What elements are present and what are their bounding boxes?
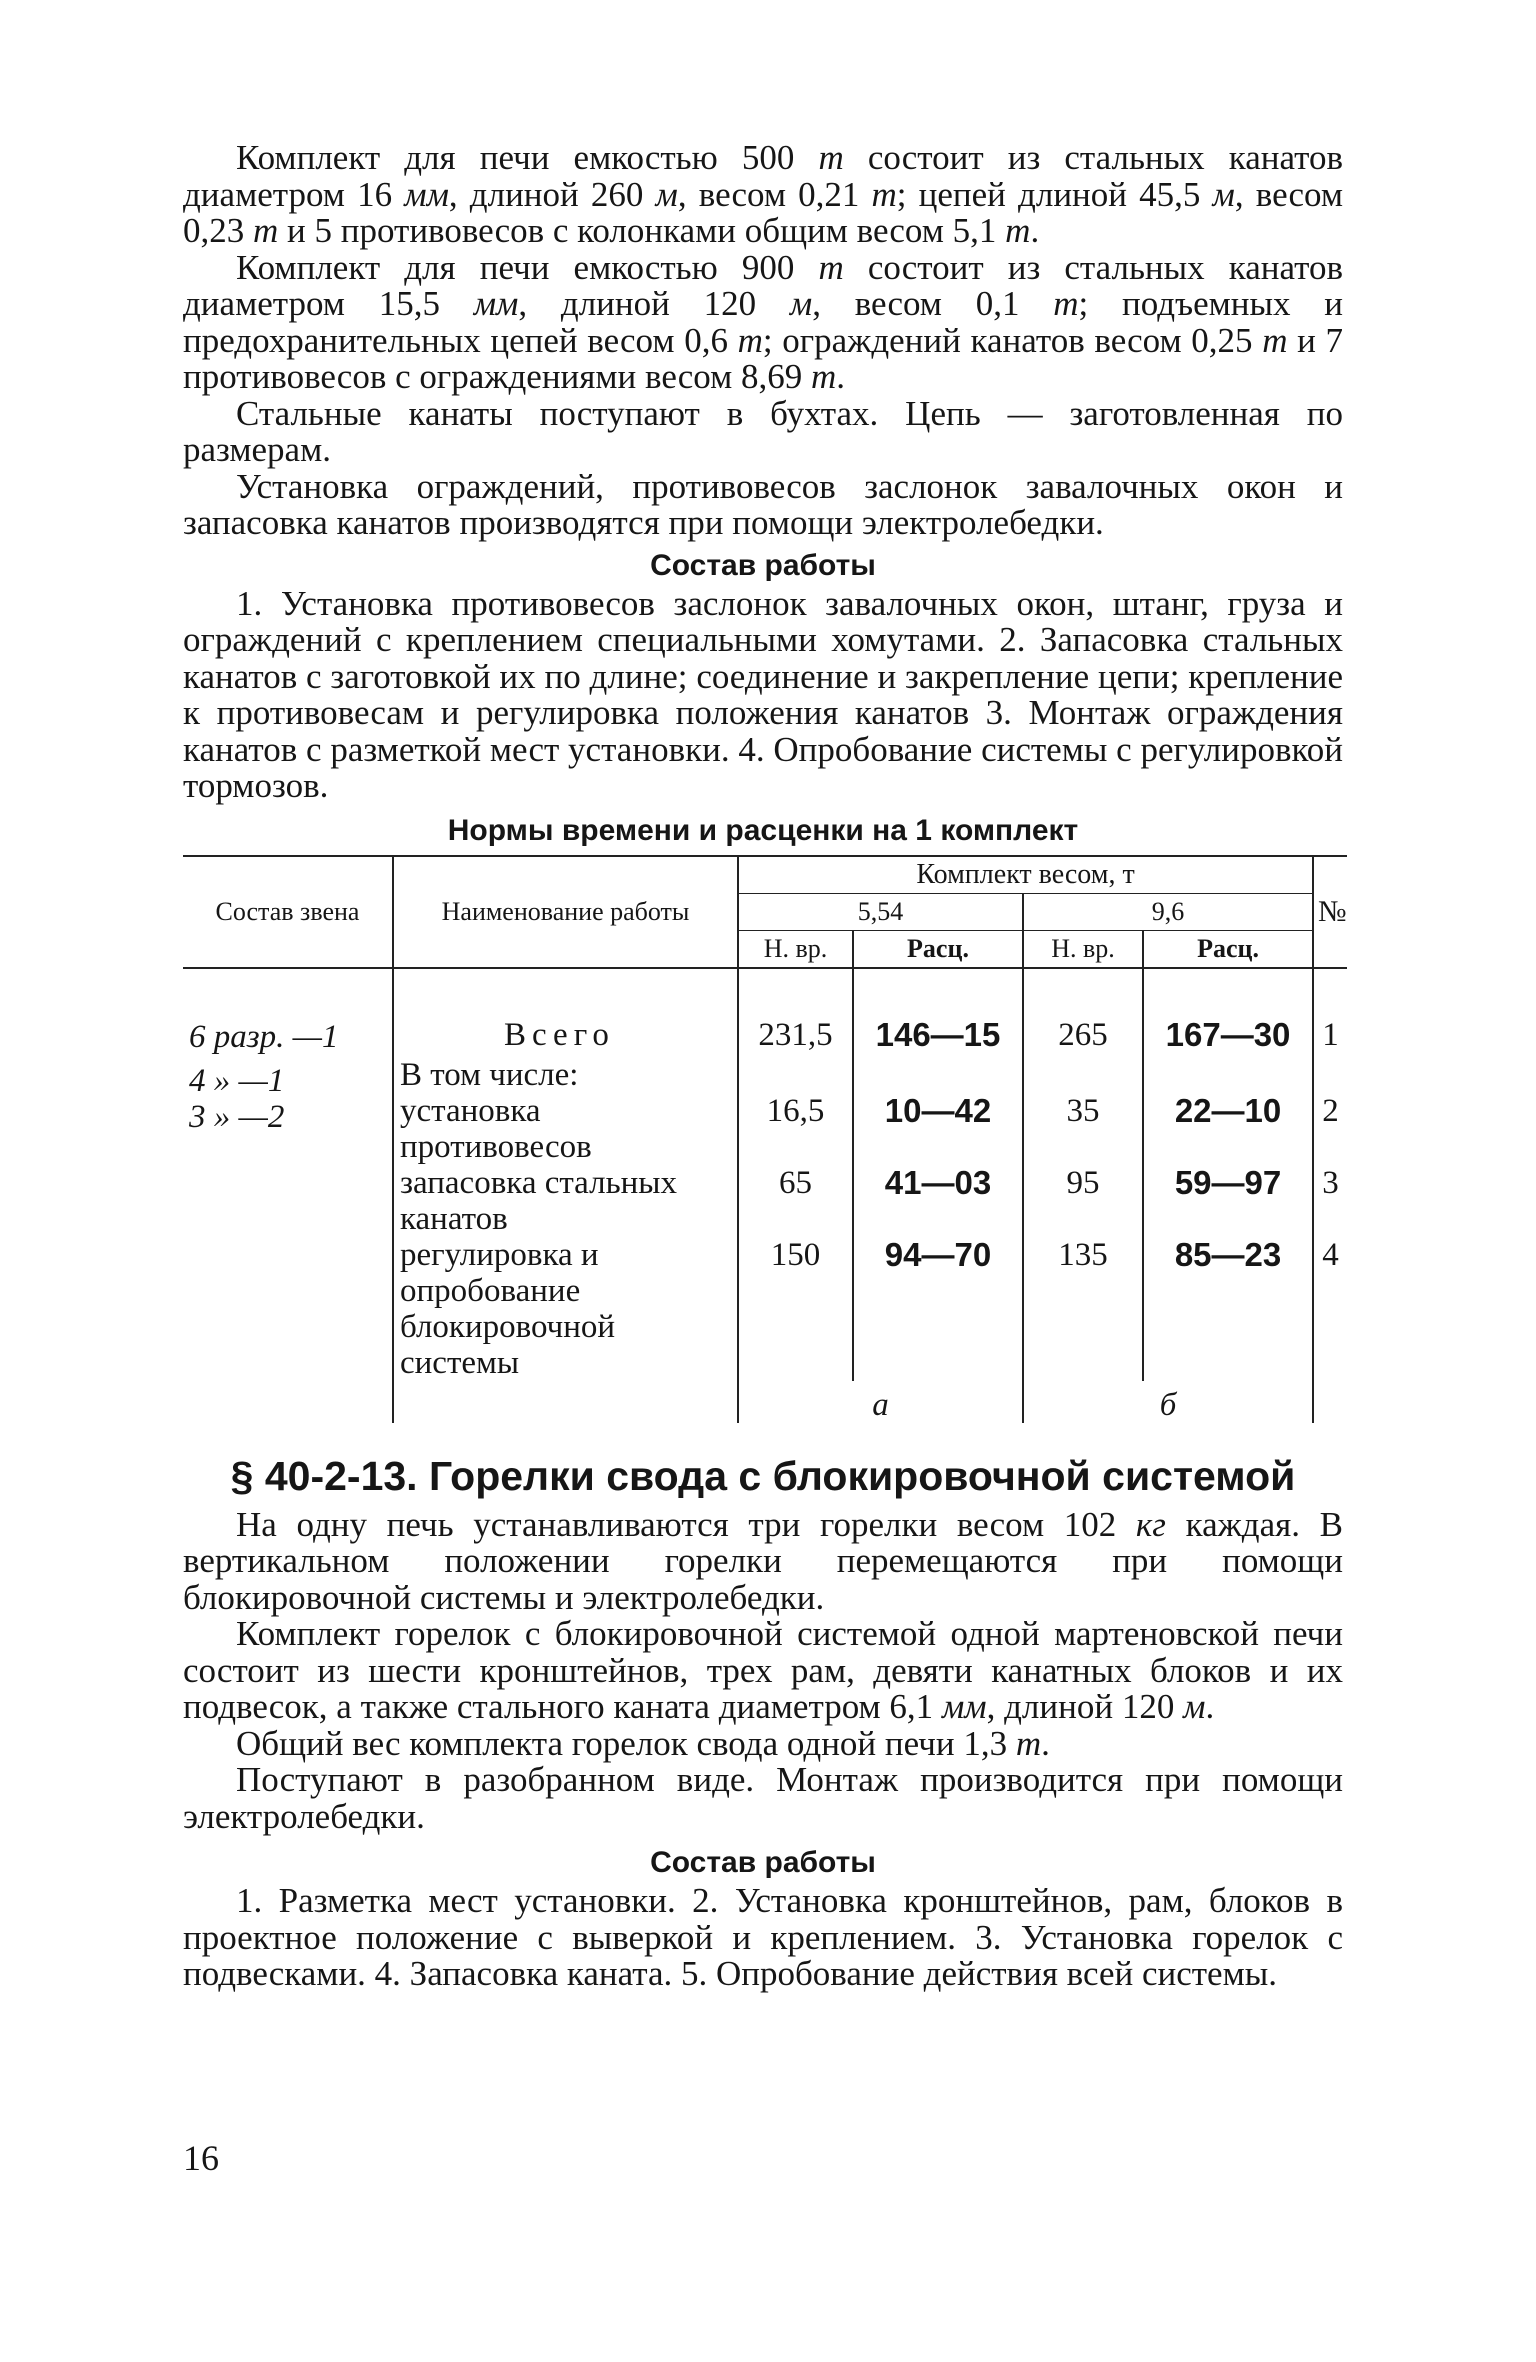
table-row-name: Всего (393, 968, 738, 1053)
table-cell: 10—42 (853, 1093, 1023, 1165)
table-cell: 59—97 (1174, 1163, 1282, 1201)
table-cell (738, 1053, 853, 1093)
table-row-number: 3 (1313, 1165, 1347, 1237)
table-row-number: 2 (1313, 1093, 1347, 1165)
table-cell: 231,5 (738, 968, 853, 1053)
table-cell: 150 (738, 1237, 853, 1381)
header-work-name: Наименование работы (393, 856, 738, 968)
intro-paragraph-2: Комплект для печи емкостью 900 т состоит из стальных канатов диаметром 15,5 мм, длиной 120 м, весом 0,1 т; подъемных и предохранительных цепей весом 0,6 т; ограждений канатов весом 0,25 т и 7 противовесов с ограждениями весом 8,69 т. (183, 247, 1344, 396)
work-composition-heading-2: Состав работы (650, 1846, 876, 1879)
work-composition-heading-1: Состав работы (650, 548, 876, 582)
table-cell (1313, 1053, 1347, 1093)
table-cell (853, 1053, 1023, 1093)
table-cell: 16,5 (738, 1093, 853, 1165)
table-row-name: установка противовесов (393, 1093, 738, 1165)
intro-paragraph-1: Комплект для печи емкостью 500 т состоит из стальных канатов диаметром 16 мм, длиной 260 м, весом 0,21 т; цепей длиной 45,5 м, весом 0,23 т и 5 противовесов с колонками общим весом 5,1 т. (183, 138, 1343, 250)
table-cell (1313, 1381, 1347, 1423)
work-composition-text-2: 1. Разметка мест установки. 2. Установка кронштейнов, рам, блоков в проектное положение с выверкой и креплением. 3. Установка горелок с подвесками. 4. Запасовка каната. 5. Опробование действия всей системы. (183, 1881, 1343, 1993)
norms-table-title: Нормы времени и расценки на 1 комплект (447, 813, 1079, 847)
table-cell: 265 (1023, 968, 1143, 1053)
header-rasc-2: Расц. (1197, 933, 1259, 963)
table-cell: 95 (1023, 1165, 1143, 1237)
table-cell (393, 1381, 738, 1423)
column-letter-b: б (1159, 1386, 1177, 1423)
header-weight-2: 9,6 (1023, 893, 1313, 930)
table-cell: 135 (1023, 1237, 1143, 1381)
section-paragraph-2: Комплект горелок с блокировочной системой одной мартеновской печи состоит из шести кронштейнов, трех рам, девяти канатных блоков и их подвесок, а также стального каната диаметром 6,1 мм, длиной 120 м. (183, 1614, 1343, 1726)
section-paragraph-4: Поступают в разобранном виде. Монтаж производится при помощи электролебедки. (183, 1760, 1343, 1836)
header-hvr-2: Н. вр. (1023, 930, 1143, 968)
header-rasc-1: Расц. (853, 930, 1023, 968)
crew-cell (183, 968, 393, 1423)
table-row-name: запасовка стальных канатов (393, 1165, 738, 1237)
work-composition-text-1: 1. Установка противовесов заслонок завалочных окон, штанг, груза и ограждений с креплением специальными хомутами. 2. Запасовка стальных канатов с заготовкой их по длине; соединение и закрепление цепи; крепление к противовесам и регулировка положения канатов 3. Монтаж ограждения канатов с разметкой мест установки. 4. Опробование системы с регулировкой тормозов. (183, 583, 1343, 805)
table-cell: 85—23 (1174, 1235, 1282, 1273)
section-paragraph-3: Общий вес комплекта горелок свода одной печи 1,3 т. (236, 1723, 1050, 1763)
intro-paragraph-3: Стальные канаты поступают в бухтах. Цепь — заготовленная по размерам. (183, 393, 1343, 469)
column-letter-a: а (738, 1381, 1023, 1423)
table-cell: 167—30 (1165, 1015, 1291, 1053)
table-cell: 65 (738, 1165, 853, 1237)
table-row-number: 1 (1313, 968, 1347, 1053)
crew-line: 4 » —1 (189, 1062, 285, 1099)
header-set-weight: Комплект весом, т (738, 856, 1313, 894)
intro-paragraph-4: Установка ограждений, противовесов заслонок завалочных окон и запасовка канатов производятся при помощи электролебедки. (183, 466, 1343, 542)
table-row-number: 4 (1313, 1237, 1347, 1381)
table-cell: 22—10 (1174, 1091, 1282, 1129)
table-cell (1023, 1053, 1143, 1093)
table-cell: 41—03 (853, 1165, 1023, 1237)
header-number: № (1313, 856, 1347, 968)
table-row-name: В том числе: (393, 1053, 738, 1093)
norms-table (183, 855, 1347, 1423)
header-weight-1: 5,54 (738, 893, 1023, 930)
table-row-name: регулировка и опробование блокировочной системы (393, 1237, 738, 1381)
table-cell: 94—70 (853, 1237, 1023, 1381)
crew-line: 3 » —2 (189, 1098, 285, 1135)
section-title: § 40-2-13. Горелки свода с блокировочной системой (230, 1452, 1296, 1499)
header-hvr-1: Н. вр. (738, 930, 853, 968)
page-number: 16 (183, 2138, 219, 2178)
table-cell: 146—15 (853, 968, 1023, 1053)
header-crew: Состав звена (183, 856, 393, 968)
page-content (183, 138, 1347, 1993)
table-cell: 35 (1023, 1093, 1143, 1165)
table-cell (1143, 1053, 1313, 1093)
crew-line: 6 разр. —1 (189, 1018, 339, 1055)
section-paragraph-1: На одну печь устанавливаются три горелки весом 102 кг каждая. В вертикальном положении горелки перемещаются при помощи блокировочной системы и электролебедки. (183, 1504, 1343, 1617)
